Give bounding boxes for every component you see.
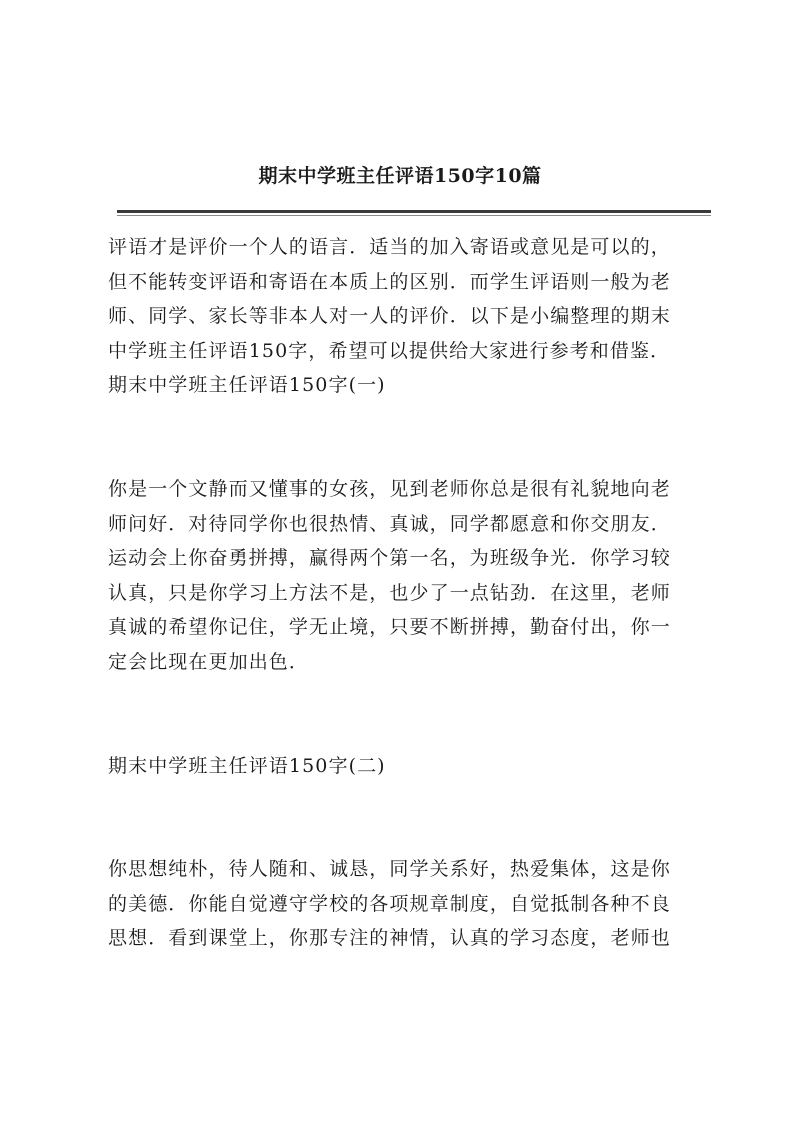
paragraph-line: 你思想纯朴，待人随和、诚恳，同学关系好，热爱集体，这是你	[108, 858, 671, 881]
title-divider	[117, 210, 711, 213]
section-heading-2: 期末中学班主任评语150字(二)	[108, 754, 386, 777]
document-title: 期末中学班主任评语150字10篇	[258, 165, 542, 187]
section-heading-1: 期末中学班主任评语150字(一)	[108, 374, 386, 397]
paragraph-spacer	[108, 680, 708, 749]
intro-line: 评语才是评价一个人的语言．适当的加入寄语或意见是可以的，	[108, 236, 671, 258]
intro-paragraph	[108, 230, 708, 368]
paragraph-line: 你是一个文静而又懂事的女孩，见到老师你总是很有礼貌地向老	[108, 477, 671, 500]
document-body	[108, 230, 708, 956]
intro-line: 中学班主任评语150字，希望可以提供给大家进行参考和借鉴．	[108, 339, 671, 362]
title-divider-thin	[117, 215, 711, 216]
paragraph-line: 师问好．对待同学你也很热情、真诚，同学都愿意和你交朋友．	[108, 512, 671, 535]
paragraph-line: 认真，只是你学习上方法不是，也少了一点钻劲．在这里，老师	[108, 581, 671, 604]
paragraph-line: 思想．看到课堂上，你那专注的神情，认真的学习态度，老师也	[108, 927, 671, 950]
paragraph-line: 真诚的希望你记住，学无止境，只要不断拼搏，勤奋付出，你一	[108, 616, 671, 639]
section-1-paragraph	[108, 472, 708, 680]
paragraph-spacer	[108, 783, 708, 852]
intro-line: 但不能转变评语和寄语在本质上的区别．而学生评语则一般为老	[108, 270, 671, 293]
paragraph-line: 的美德．你能自觉遵守学校的各项规章制度，自觉抵制各种不良	[108, 892, 671, 915]
intro-line: 师、同学、家长等非本人对一人的评价．以下是小编整理的期末	[108, 305, 671, 328]
paragraph-line: 定会比现在更加出色．	[108, 650, 310, 673]
paragraph-line: 运动会上你奋勇拼搏，赢得两个第一名，为班级争光．你学习较	[108, 547, 671, 570]
section-2-paragraph	[108, 852, 708, 956]
paragraph-spacer	[108, 403, 708, 472]
